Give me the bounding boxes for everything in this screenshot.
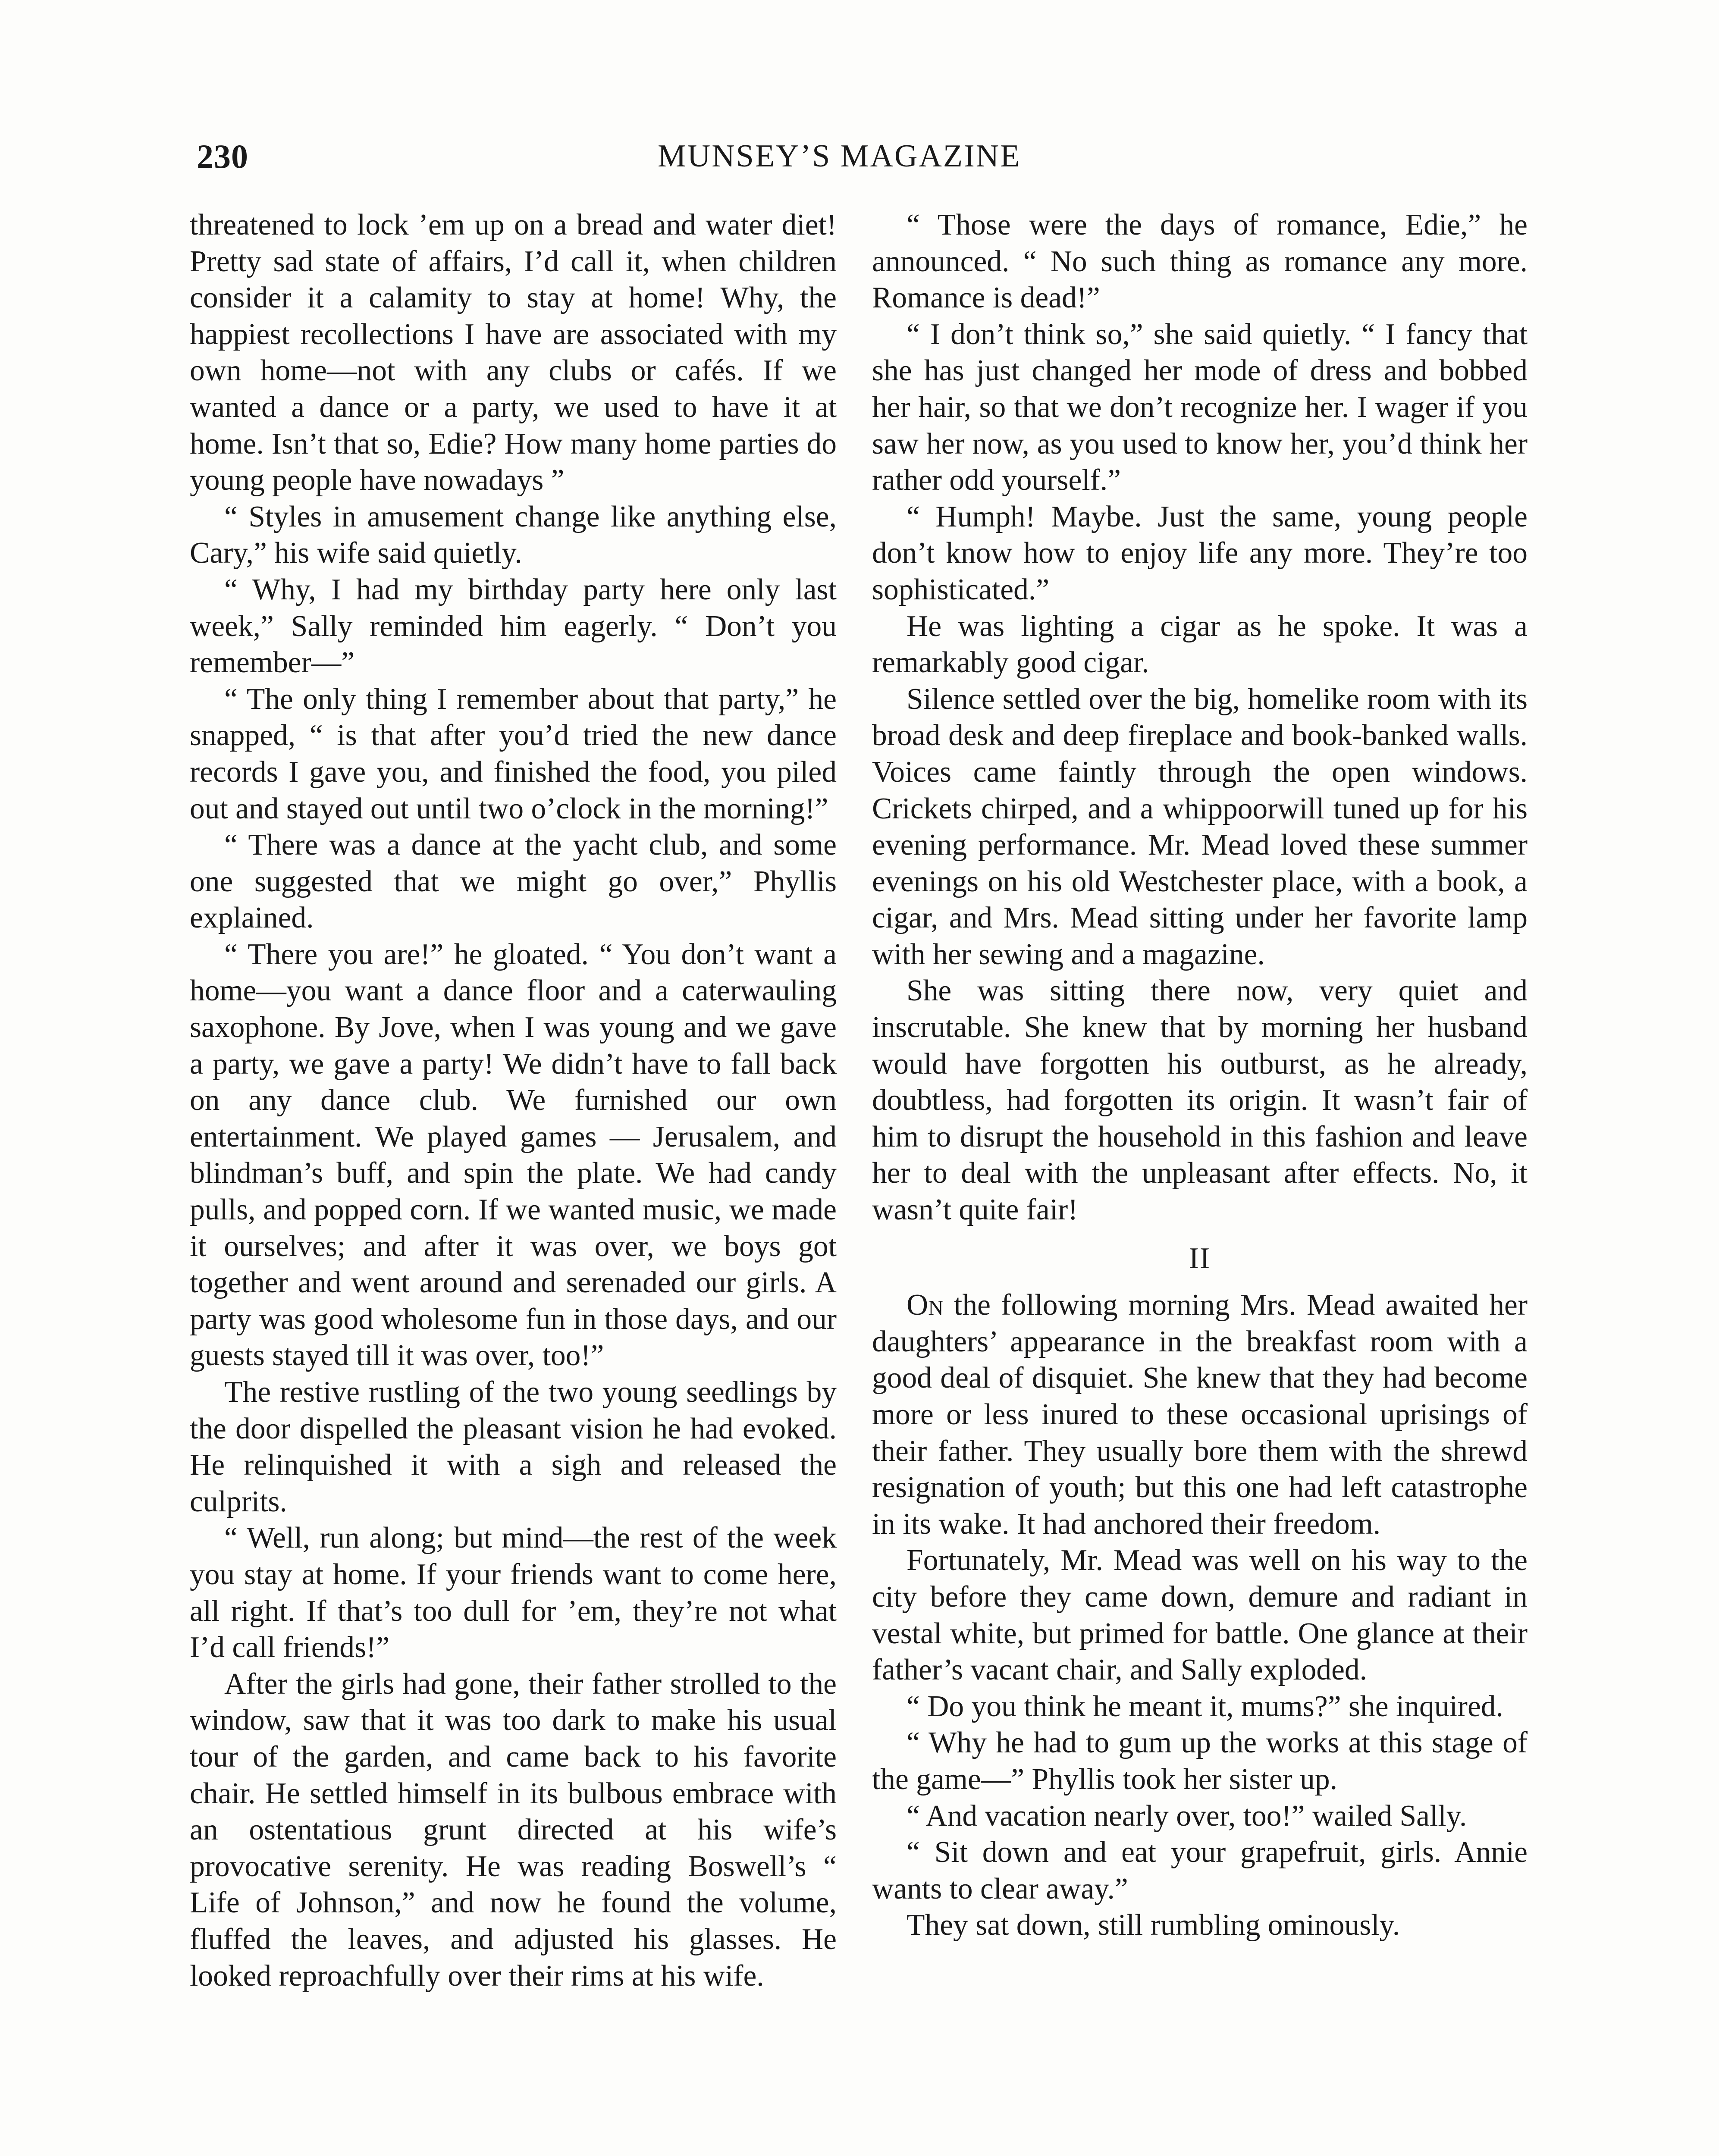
paragraph: “ Sit down and eat your grapefruit, girls. Annie wants to clear away.” — [872, 1836, 1528, 1905]
paragraph: “ Those were the days of romance, Edie,” he announced. “ No such thing as romance any more. Romance is dead!” — [872, 208, 1528, 315]
paragraph: “ Why he had to gum up the works at this stage of the game—” Phyllis took her sister up. — [872, 1726, 1528, 1796]
paragraph: “ I don’t think so,” she said quietly. “ I fancy that she has just changed her mode of dress and bobbed her hair, so that we don’t recognize her. I wager if you saw her now, as you used to know her, you’d think her rather odd yourself.” — [872, 317, 1528, 497]
paragraph: “ Why, I had my birthday party here only last week,” Sally reminded him eagerly. “ Don’t you remember—” — [190, 573, 837, 680]
section-opening-paragraph — [872, 1287, 1528, 1542]
section-opening-lead: On — [907, 1288, 944, 1322]
paragraph: He was lighting a cigar as he spoke. It was a remarkably good cigar. — [872, 609, 1528, 680]
paragraph: The restive rustling of the two young seedlings by the door dispelled the pleasant vision he had evoked. He relinquished it with a sigh and released the culprits. — [190, 1376, 837, 1518]
section-heading: II — [1189, 1241, 1211, 1275]
paragraph: “ And vacation nearly over, too!” wailed Sally. — [907, 1799, 1467, 1833]
left-column — [190, 207, 837, 1994]
paragraph: “ Styles in amusement change like anything else, Cary,” his wife said quietly. — [190, 500, 837, 570]
paragraph: Silence settled over the big, homelike room with its broad desk and deep fireplace and book-banked walls. Voices came faintly through the open windows. Crickets chirped, and a whippoorwill tuned up for his evening performance. Mr. Mead loved these summer evenings on his old Westchester place, with a book, a cigar, and Mrs. Mead sitting under her favorite lamp with her sewing and a magazine. — [872, 682, 1528, 971]
paragraph: She was sitting there now, very quiet and inscrutable. She knew that by morning her husband would have forgotten his outburst, as he already, doubtless, had forgotten its origin. It wasn’t fair of him to disrupt the household in this fashion and leave her to deal with the unpleasant after effects. No, it wasn’t quite fair! — [872, 974, 1528, 1227]
paragraph: After the girls had gone, their father strolled to the window, saw that it was too dark to make his usual tour of the garden, and came back to his favorite chair. He settled himself in its bulbous embrace with an ostentatious grunt directed at his wife’s provocative serenity. He was reading Boswell’s “ Life of Johnson,” and now he found the volume, fluffed the leaves, and adjusted his glasses. He looked reproachfully over their rims at his wife. — [190, 1667, 837, 1993]
paragraph: “ There was a dance at the yacht club, and some one suggested that we might go over,” Phyllis explained. — [190, 828, 837, 935]
paragraph: They sat down, still rumbling ominously. — [907, 1908, 1400, 1942]
right-column — [872, 207, 1528, 1944]
paragraph: “ Well, run along; but mind—the rest of the week you stay at home. If your friends want to come here, all right. If that’s too dull for ’em, they’re not what I’d call friends!” — [190, 1521, 837, 1664]
running-head: MUNSEY’S MAGAZINE — [658, 138, 1021, 174]
paragraph: “ The only thing I remember about that party,” he snapped, “ is that after you’d tried the new dance records I gave you, and finished the food, you piled out and stayed out until two o’clock in the morning!” — [190, 682, 837, 825]
paragraph: “ Humph! Maybe. Just the same, young people don’t know how to enjoy life any more. They’re too sophisticated.” — [872, 500, 1528, 606]
section-opening-text: the following morning Mrs. Mead awaited her daughters’ appearance in the breakfast room with a good deal of disquiet. She knew that they had become more or less inured to these occasional uprisings of their father. They usually bore them with the shrewd resignation of youth; but this one had left catastrophe in its wake. It had anchored their freedom. — [872, 1288, 1528, 1541]
paragraph: Fortunately, Mr. Mead was well on his way to the city before they came down, demure and radiant in vestal white, but primed for battle. One glance at their father’s vacant chair, and Sally exploded. — [872, 1544, 1528, 1687]
page-number: 230 — [197, 138, 248, 175]
paragraph: “ There you are!” he gloated. “ You don’t want a home—you want a dance floor and a caterwauling saxophone. By Jove, when I was young and we gave a party, we gave a party! We didn’t have to fall back on any dance club. We furnished our own entertainment. We played games — Jerusalem, and blindman’s buff, and spin the plate. We had candy pulls, and popped corn. If we wanted music, we made it ourselves; and after it was over, we boys got together and went around and serenaded our girls. A party was good wholesome fun in those days, and our guests stayed till it was over, too!” — [190, 937, 837, 1373]
paragraph: threatened to lock ’em up on a bread and water diet! Pretty sad state of affairs, I’d call it, when children consider it a calamity to stay at home! Why, the happiest recollections I have are associated with my own home—not with any clubs or cafés. If we wanted a dance or a party, we used to have it at home. Isn’t that so, Edie? How many home parties do young people have nowadays ” — [190, 208, 837, 497]
paragraph: “ Do you think he meant it, mums?” she inquired. — [907, 1689, 1503, 1723]
